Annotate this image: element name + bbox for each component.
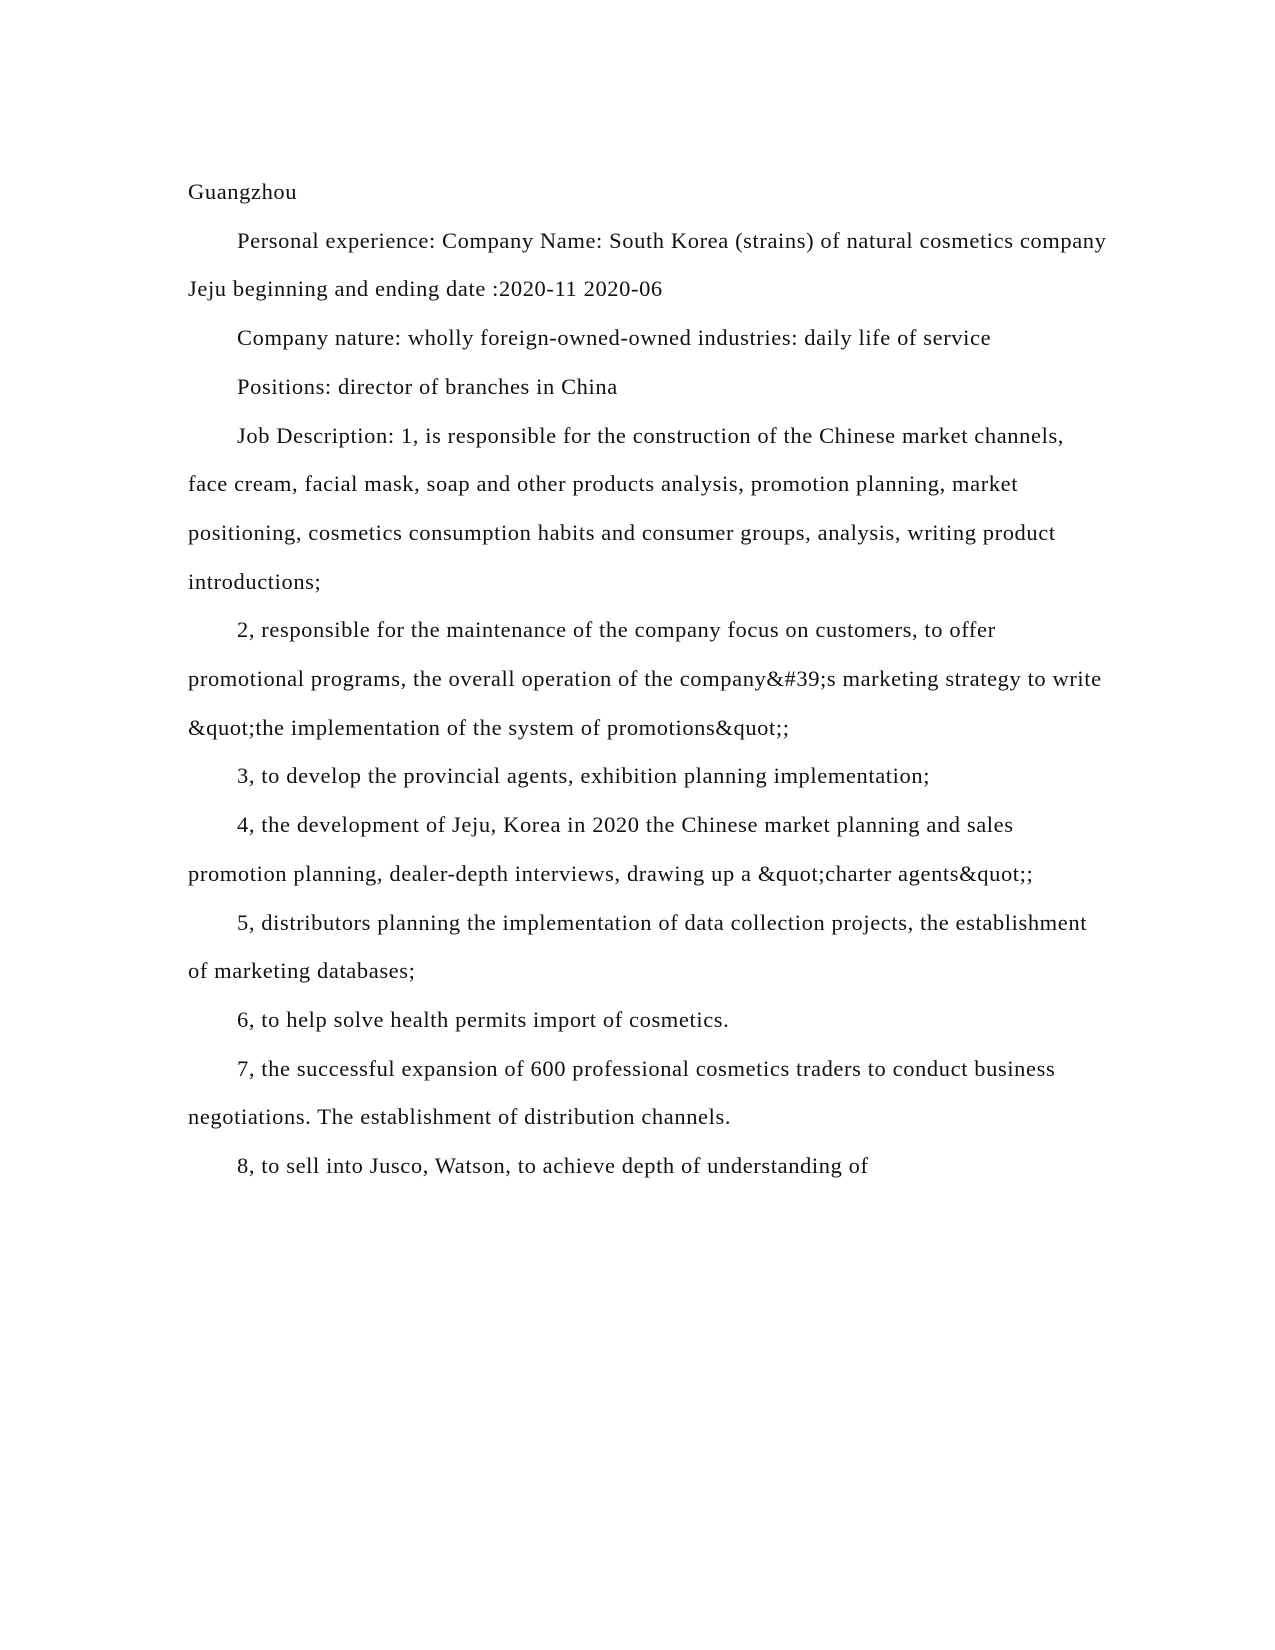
paragraph-job-description-1: Job Description: 1, is responsible for the construction of the Chinese market channels, face cream, facial mask, soap and other products analysis, promotion planning, market positioning, cosmetics consumption habits and consumer groups, analysis, writing product introductions;: [188, 422, 1071, 594]
paragraph-company-nature: Company nature: wholly foreign-owned-owned industries: daily life of service: [237, 325, 992, 351]
paragraph-personal-experience: Personal experience: Company Name: South Korea (strains) of natural cosmetics company Jeju beginning and ending date :2020-11 2020-06: [188, 227, 1113, 302]
paragraph-job-item-8: 8, to sell into Jusco, Watson, to achieve depth of understanding of: [237, 1153, 869, 1179]
paragraph-job-item-6: 6, to help solve health permits import of cosmetics.: [237, 1006, 730, 1032]
paragraph-job-item-7: 7, the successful expansion of 600 professional cosmetics traders to conduct business negotiations. The establishment of distribution channels.: [188, 1055, 1062, 1130]
paragraph-positions: Positions: director of branches in China: [237, 373, 618, 399]
paragraph-job-item-3: 3, to develop the provincial agents, exhibition planning implementation;: [237, 763, 931, 789]
paragraph-location: Guangzhou: [188, 179, 298, 204]
paragraph-job-item-2: 2, responsible for the maintenance of the company focus on customers, to offer promotional programs, the overall operation of the company&#39;s marketing strategy to write &quot;the implementation of the system of promotions&quot;;: [188, 617, 1108, 740]
paragraph-job-item-5: 5, distributors planning the implementation of data collection projects, the establishment of marketing databases;: [188, 909, 1094, 984]
document-body: [188, 168, 1113, 1191]
paragraph-job-item-4: 4, the development of Jeju, Korea in 2020 the Chinese market planning and sales promotion planning, dealer-depth interviews, drawing up a &quot;charter agents&quot;;: [188, 812, 1034, 886]
